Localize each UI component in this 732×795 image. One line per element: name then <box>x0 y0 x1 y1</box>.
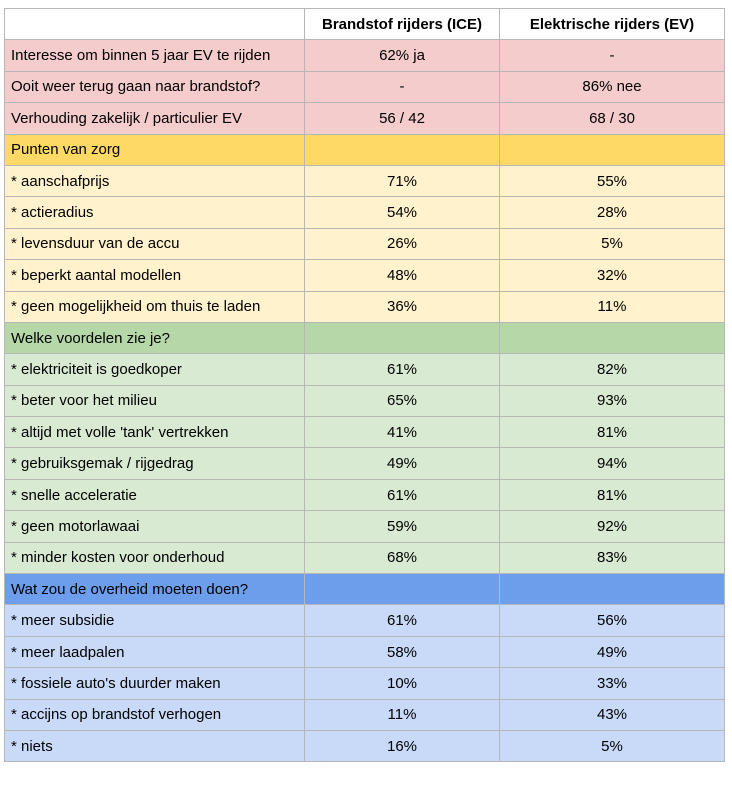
table-row <box>5 668 725 699</box>
ice-value: 61% <box>305 605 500 636</box>
table-row <box>5 165 725 196</box>
ev-value: - <box>500 40 725 71</box>
ice-value: 56 / 42 <box>305 103 500 134</box>
row-label: * niets <box>5 730 305 761</box>
table-row <box>5 260 725 291</box>
row-label: * meer subsidie <box>5 605 305 636</box>
section-title: Wat zou de overheid moeten doen? <box>5 574 305 605</box>
ev-value: 93% <box>500 385 725 416</box>
ice-value: 71% <box>305 165 500 196</box>
ev-value: 94% <box>500 448 725 479</box>
section-empty-cell <box>500 134 725 165</box>
ice-value: 26% <box>305 228 500 259</box>
section-header-voordelen <box>5 322 725 353</box>
ice-value: 68% <box>305 542 500 573</box>
row-label: * altijd met volle 'tank' vertrekken <box>5 417 305 448</box>
ev-value: 33% <box>500 668 725 699</box>
row-label: * aanschafprijs <box>5 165 305 196</box>
intro-row <box>5 103 725 134</box>
ice-value: 11% <box>305 699 500 730</box>
table-row <box>5 730 725 761</box>
section-empty-cell <box>305 134 500 165</box>
row-label: Ooit weer terug gaan naar brandstof? <box>5 71 305 102</box>
table-row <box>5 354 725 385</box>
row-label: * accijns op brandstof verhogen <box>5 699 305 730</box>
row-label: * geen mogelijkheid om thuis te laden <box>5 291 305 322</box>
section-title: Punten van zorg <box>5 134 305 165</box>
ev-value: 5% <box>500 228 725 259</box>
ice-value: 16% <box>305 730 500 761</box>
table-row <box>5 542 725 573</box>
ev-value: 92% <box>500 511 725 542</box>
header-row <box>5 9 725 40</box>
ice-value: 36% <box>305 291 500 322</box>
row-label: * elektriciteit is goedkoper <box>5 354 305 385</box>
ev-value: 82% <box>500 354 725 385</box>
table-row <box>5 417 725 448</box>
ev-value: 32% <box>500 260 725 291</box>
header-corner <box>5 9 305 40</box>
row-label: * beter voor het milieu <box>5 385 305 416</box>
intro-row <box>5 40 725 71</box>
ev-value: 56% <box>500 605 725 636</box>
ev-value: 11% <box>500 291 725 322</box>
ev-value: 5% <box>500 730 725 761</box>
ice-value: 62% ja <box>305 40 500 71</box>
ice-value: 61% <box>305 479 500 510</box>
ev-value: 83% <box>500 542 725 573</box>
table-row <box>5 511 725 542</box>
ev-value: 81% <box>500 417 725 448</box>
survey-table <box>4 8 725 762</box>
table-row <box>5 385 725 416</box>
header-ev: Elektrische rijders (EV) <box>500 9 725 40</box>
row-label: * beperkt aantal modellen <box>5 260 305 291</box>
row-label: * snelle acceleratie <box>5 479 305 510</box>
section-empty-cell <box>500 574 725 605</box>
row-label: * geen motorlawaai <box>5 511 305 542</box>
section-header-zorg <box>5 134 725 165</box>
ice-value: 59% <box>305 511 500 542</box>
ev-value: 55% <box>500 165 725 196</box>
section-empty-cell <box>500 322 725 353</box>
row-label: * gebruiksgemak / rijgedrag <box>5 448 305 479</box>
section-empty-cell <box>305 322 500 353</box>
table-row <box>5 636 725 667</box>
ev-value: 49% <box>500 636 725 667</box>
ev-value: 81% <box>500 479 725 510</box>
table-row <box>5 605 725 636</box>
ev-value: 43% <box>500 699 725 730</box>
row-label: * meer laadpalen <box>5 636 305 667</box>
row-label: * minder kosten voor onderhoud <box>5 542 305 573</box>
row-label: * actieradius <box>5 197 305 228</box>
row-label: Verhouding zakelijk / particulier EV <box>5 103 305 134</box>
ice-value: 41% <box>305 417 500 448</box>
ev-value: 28% <box>500 197 725 228</box>
ice-value: 54% <box>305 197 500 228</box>
table-row <box>5 448 725 479</box>
table-row <box>5 479 725 510</box>
ev-value: 86% nee <box>500 71 725 102</box>
row-label: * fossiele auto's duurder maken <box>5 668 305 699</box>
section-header-overheid <box>5 574 725 605</box>
ice-value: 61% <box>305 354 500 385</box>
ice-value: 49% <box>305 448 500 479</box>
row-label: Interesse om binnen 5 jaar EV te rijden <box>5 40 305 71</box>
table-row <box>5 197 725 228</box>
row-label: * levensduur van de accu <box>5 228 305 259</box>
ice-value: 65% <box>305 385 500 416</box>
intro-row <box>5 71 725 102</box>
ice-value: 58% <box>305 636 500 667</box>
header-ice: Brandstof rijders (ICE) <box>305 9 500 40</box>
section-empty-cell <box>305 574 500 605</box>
table-row <box>5 291 725 322</box>
table-row <box>5 699 725 730</box>
section-title: Welke voordelen zie je? <box>5 322 305 353</box>
ev-value: 68 / 30 <box>500 103 725 134</box>
ice-value: 48% <box>305 260 500 291</box>
ice-value: 10% <box>305 668 500 699</box>
table-row <box>5 228 725 259</box>
ice-value: - <box>305 71 500 102</box>
